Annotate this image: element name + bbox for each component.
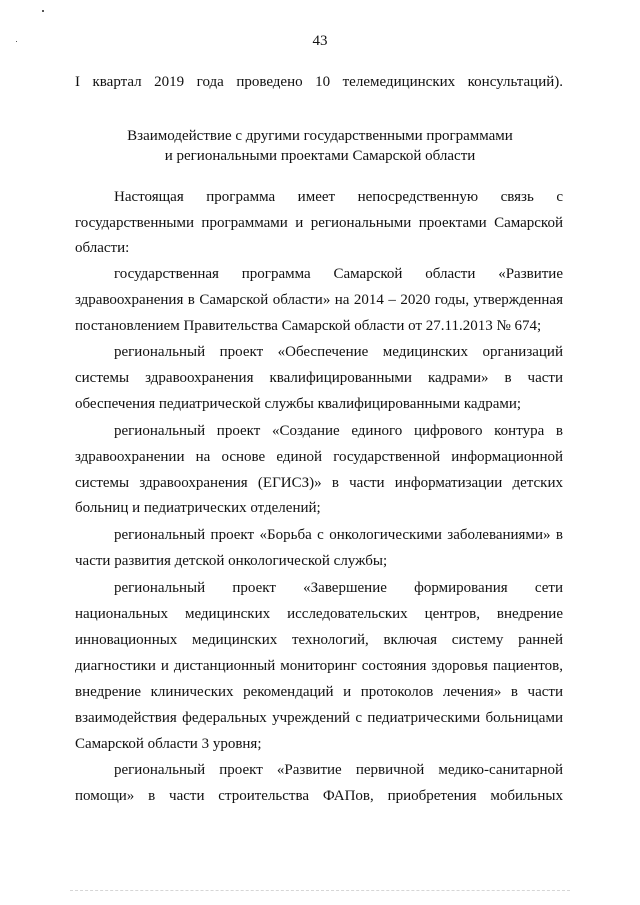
paragraph-line: инновационных медицинских технологий, включая систему ранней <box>75 632 563 648</box>
paragraph-line: региональный проект «Обеспечение медицинских организаций <box>114 344 563 360</box>
paragraph-line: постановлением Правительства Самарской области от 27.11.2013 № 674; <box>75 318 542 334</box>
paragraph-line: диагностики и дистанционный мониторинг состояния здоровья пациентов, <box>75 658 563 674</box>
paragraph-line: государственными программами и региональными проектами Самарской <box>75 215 563 231</box>
section-heading-line: Взаимодействие с другими государственными программами <box>127 128 513 144</box>
paragraph-line: региональный проект «Борьба с онкологическими заболеваниями» в <box>114 527 563 543</box>
paragraph-line: здравоохранении на основе единой государственной информационной <box>75 449 563 465</box>
paragraph-line: взаимодействия федеральных учреждений с педиатрическими больницами <box>75 710 563 726</box>
paragraph-line: помощи» в части строительства ФАПов, приобретения мобильных <box>75 788 563 804</box>
paragraph-line: части развития детской онкологической службы; <box>75 553 388 569</box>
section-heading-line: и региональными проектами Самарской области <box>164 148 476 164</box>
scan-edge-noise <box>70 890 570 892</box>
paragraph-line: здравоохранения в Самарской области» на 2014 – 2020 годы, утвержденная <box>75 292 563 308</box>
text-line: I квартал 2019 года проведено 10 телемедицинских консультаций). <box>75 74 563 90</box>
paragraph-line: внедрение клинических рекомендаций и протоколов лечения» в части <box>75 684 563 700</box>
paragraph-line: системы здравоохранения (ЕГИСЗ)» в части информатизации детских <box>75 475 563 491</box>
paragraph-line: Настоящая программа имеет непосредственную связь с <box>114 189 563 205</box>
paragraph-line: региональный проект «Завершение формирования сети <box>114 580 563 596</box>
paragraph-line: национальных медицинских исследовательских центров, внедрение <box>75 606 563 622</box>
paragraph-line: региональный проект «Развитие первичной медико-санитарной <box>114 762 563 778</box>
paragraph-line: области: <box>75 240 130 256</box>
paragraph-line: Самарской области 3 уровня; <box>75 736 262 752</box>
paragraph-line: системы здравоохранения квалифицированными кадрами» в части <box>75 370 563 386</box>
paragraph-line: региональный проект «Создание единого цифрового контура в <box>114 423 563 439</box>
paragraph-line: государственная программа Самарской области «Развитие <box>114 266 563 282</box>
paragraph-line: больниц и педиатрических отделений; <box>75 500 321 516</box>
scan-speck <box>42 10 44 12</box>
page-number: 43 <box>312 33 328 49</box>
paragraph-line: обеспечения педиатрической службы квалифицированными кадрами; <box>75 396 522 412</box>
